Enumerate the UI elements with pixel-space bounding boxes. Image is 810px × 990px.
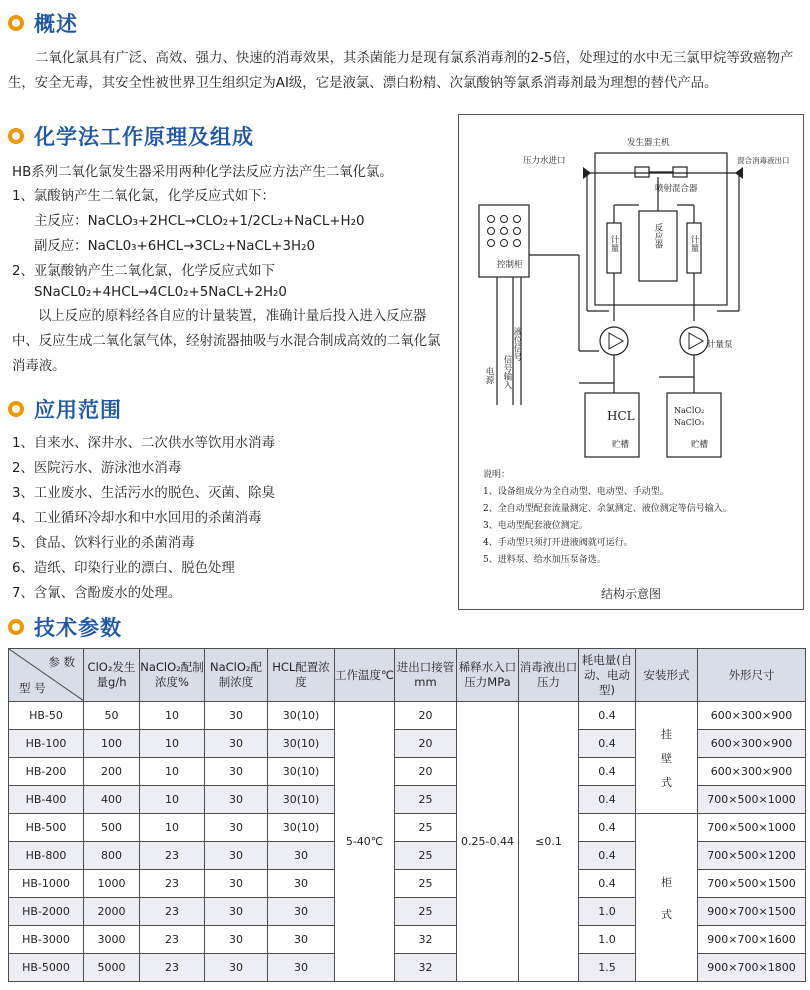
principle-heading	[8, 121, 254, 151]
application-item: 4、工业循环冷却水和中水回用的杀菌消毒	[12, 511, 262, 526]
header-cell: NaClO₂配制浓度%	[140, 649, 205, 702]
power-cell: 1.0	[579, 898, 636, 926]
naclo2-concentration-cell: 23	[140, 926, 205, 954]
output-cell: 50	[84, 702, 140, 730]
output-cell: 5000	[84, 954, 140, 982]
naclo2-concentration-cell: 23	[140, 898, 205, 926]
main-reaction-label: 主反应：	[34, 214, 88, 229]
mount-wall-cell	[636, 702, 698, 814]
dimensions-cell: 700×500×1200	[698, 842, 806, 870]
naclo2-concentration-cell: 10	[140, 786, 205, 814]
main-reaction-equation: NaCLO₃+2HCL→CLO₂+1/2CL₂+NaCL+H₂0	[87, 214, 365, 229]
output-cell: 1000	[84, 870, 140, 898]
side-reaction-equation: NaCL0₃+6HCL→3CL₂+NaCL+3H₂0	[87, 239, 315, 254]
note-item: 3、电动型配套液位测定。	[483, 521, 588, 531]
label-signal-input: 信号输入	[502, 355, 512, 389]
principle-title: 化学法工作原理及组成	[34, 125, 254, 149]
naclo2-prep-cell: 30	[205, 702, 268, 730]
output-cell: 800	[84, 842, 140, 870]
power-cell: 0.4	[579, 786, 636, 814]
inlet-pressure-cell: 0.25-0.44	[457, 702, 519, 982]
model-cell: HB-50	[9, 702, 84, 730]
naclo2-prep-cell: 30	[205, 758, 268, 786]
label-meter-left: 计量	[609, 235, 619, 252]
naclo2-prep-cell: 30	[205, 786, 268, 814]
hcl-concentration-cell: 30	[268, 870, 335, 898]
application-item: 6、造纸、印染行业的漂白、脱色处理	[12, 561, 235, 576]
output-cell: 400	[84, 786, 140, 814]
note-item: 4、手动型只须打开进液阀就可运行。	[483, 538, 633, 548]
power-cell: 1.5	[579, 954, 636, 982]
pipe-size-cell: 32	[395, 954, 457, 982]
note-item: 5、进料泵、给水加压泵备选。	[483, 555, 606, 565]
header-cell: 稀释水入口压力MPa	[457, 649, 519, 702]
hcl-concentration-cell: 30	[268, 842, 335, 870]
vertical-labels	[484, 222, 699, 389]
pipe-size-cell: 25	[395, 786, 457, 814]
outlet-pressure-cell: ≤0.1	[519, 702, 579, 982]
power-cell: 1.0	[579, 926, 636, 954]
naclo2-prep-cell: 30	[205, 898, 268, 926]
header-cell: NaClO₂配制浓度	[205, 649, 268, 702]
header-cell: 外形尺寸	[698, 649, 806, 702]
overview-title: 概述	[34, 12, 78, 36]
label-reactor: 反应器	[653, 223, 663, 249]
mount-cabinet-char: 柜	[661, 875, 672, 889]
power-cell: 0.4	[579, 730, 636, 758]
structure-diagram	[458, 114, 804, 610]
hcl-concentration-cell: 30(10)	[268, 730, 335, 758]
output-cell: 2000	[84, 898, 140, 926]
spec-table	[8, 648, 806, 982]
header-cell: 进出口接管mm	[395, 649, 457, 702]
label-hcl-tank: HCL	[607, 409, 635, 423]
bullet-ring-icon	[8, 401, 24, 417]
overview-heading	[8, 8, 78, 38]
pipe-size-cell: 32	[395, 926, 457, 954]
note-item: 1、设备组成分为全自动型、电动型、手动型。	[483, 487, 669, 497]
temperature-cell: 5-40℃	[335, 702, 395, 982]
naclo2-concentration-cell: 23	[140, 870, 205, 898]
specs-title: 技术参数	[34, 616, 122, 640]
label-naclo3: NaClO₃	[674, 418, 705, 427]
mount-wall-char: 壁	[661, 751, 672, 765]
naclo2-concentration-cell: 10	[140, 702, 205, 730]
hcl-concentration-cell: 30	[268, 954, 335, 982]
dimensions-cell: 900×700×1600	[698, 926, 806, 954]
mount-cabinet-text	[636, 866, 697, 930]
mount-wall-text	[636, 722, 697, 794]
label-naclo2: NaClO₂	[674, 406, 705, 415]
principle-item2: 2、亚氯酸钠产生二氧化氯，化学反应式如下	[12, 264, 275, 279]
overview-text: 二氧化氯具有广泛、高效、强力、快速的消毒效果，其杀菌能力是现有氯系消毒剂的2-5倍，处理过的水中无三氯甲烷等致癌物产生，安全无毒，其安全性被世界卫生组织定为AI级，它是液氯、漂白粉精、次氯酸钠等氯系消毒剂最为理想的替代产品。	[8, 51, 794, 91]
application-item: 2、医院污水、游泳池水消毒	[12, 461, 182, 476]
main-reaction	[34, 210, 364, 229]
naclo2-prep-cell: 30	[205, 730, 268, 758]
header-cell: 安装形式	[636, 649, 698, 702]
side-reaction-label: 副反应：	[34, 239, 88, 254]
corner-param: 参 数	[48, 655, 75, 669]
power-cell: 0.4	[579, 702, 636, 730]
corner-model: 型 号	[19, 681, 46, 695]
label-power: 电源	[484, 367, 494, 384]
power-cell: 0.4	[579, 758, 636, 786]
label-naclo-tank-sub: 贮槽	[691, 440, 709, 450]
header-cell: 工作温度℃	[335, 649, 395, 702]
hcl-concentration-cell: 30	[268, 926, 335, 954]
principle-description: 以上反应的原料经各自应的计量装置，准确计量后投入进入反应器中、反应生成二氧化氯气体，经射流器抽吸与水混合制成高效的二氧化氯消毒液。	[12, 309, 441, 374]
model-cell: HB-500	[9, 814, 84, 842]
mount-cabinet-cell	[636, 814, 698, 982]
hcl-concentration-cell: 30(10)	[268, 758, 335, 786]
pipe-size-cell: 25	[395, 842, 457, 870]
principle-intro: HB系列二氧化氯发生器采用两种化学法反应方法产生二氧化氯。	[12, 165, 393, 180]
model-cell: HB-800	[9, 842, 84, 870]
diagram-caption: 结构示意图	[600, 587, 661, 601]
power-cell: 0.4	[579, 842, 636, 870]
naclo2-concentration-cell: 23	[140, 842, 205, 870]
application-item: 1、自来水、深井水、二次供水等饮用水消毒	[12, 436, 275, 451]
dimensions-cell: 600×300×900	[698, 702, 806, 730]
dimensions-cell: 600×300×900	[698, 730, 806, 758]
naclo2-prep-cell: 30	[205, 926, 268, 954]
spec-table-body	[9, 702, 806, 982]
bullet-ring-icon	[8, 15, 24, 31]
pipe-size-cell: 20	[395, 758, 457, 786]
model-cell: HB-5000	[9, 954, 84, 982]
diagram-notes	[483, 467, 732, 569]
dimensions-cell: 900×700×1500	[698, 898, 806, 926]
hcl-concentration-cell: 30(10)	[268, 786, 335, 814]
notes-title: 说明：	[483, 470, 511, 480]
mount-wall-char: 式	[661, 775, 672, 789]
naclo2-prep-cell: 30	[205, 870, 268, 898]
note-item: 2、全自动型配套流量测定、余氯测定、液位测定等信号输入。	[483, 504, 732, 514]
label-level-signal: 液位信号	[512, 327, 522, 361]
label-outlet: 混合消毒液出口	[737, 156, 790, 165]
header-cell: 消毒液出口压力	[519, 649, 579, 702]
dimensions-cell: 600×300×900	[698, 758, 806, 786]
output-cell: 3000	[84, 926, 140, 954]
bullet-ring-icon	[8, 619, 24, 635]
mount-cabinet-char: 式	[661, 907, 672, 921]
pipe-size-cell: 25	[395, 870, 457, 898]
label-pump: 计量泵	[707, 340, 733, 350]
header-cell: ClO₂发生量g/h	[84, 649, 140, 702]
naclo2-prep-cell: 30	[205, 954, 268, 982]
dimensions-cell: 700×500×1500	[698, 870, 806, 898]
model-cell: HB-400	[9, 786, 84, 814]
applications-heading	[8, 394, 122, 424]
pipe-size-cell: 20	[395, 730, 457, 758]
naclo2-concentration-cell: 10	[140, 758, 205, 786]
application-item: 7、含氰、含酚废水的处理。	[12, 586, 182, 601]
mount-wall-char: 挂	[661, 727, 672, 741]
application-item: 5、食品、饮料行业的杀菌消毒	[12, 536, 195, 551]
output-cell: 100	[84, 730, 140, 758]
header-cell: 耗电量(自动、电动型)	[579, 649, 636, 702]
table-row	[9, 814, 806, 842]
naclo2-concentration-cell: 10	[140, 814, 205, 842]
output-cell: 500	[84, 814, 140, 842]
naclo2-prep-cell: 30	[205, 842, 268, 870]
dimensions-cell: 700×500×1000	[698, 814, 806, 842]
header-corner	[9, 649, 84, 702]
table-row	[9, 702, 806, 730]
label-meter-right: 计量	[689, 235, 699, 252]
naclo2-concentration-cell: 23	[140, 954, 205, 982]
bullet-ring-icon	[8, 128, 24, 144]
specs-heading	[8, 612, 122, 642]
naclo2-prep-cell: 30	[205, 814, 268, 842]
label-cabinet: 控制柜	[497, 260, 523, 270]
hcl-concentration-cell: 30(10)	[268, 814, 335, 842]
chlorite-equation: SNaCL0₂+4HCL→4CL0₂+5NaCL+2H₂0	[34, 285, 287, 300]
hcl-concentration-cell: 30	[268, 898, 335, 926]
applications-title: 应用范围	[34, 398, 122, 422]
label-inlet: 压力水进口	[523, 156, 566, 166]
model-cell: HB-3000	[9, 926, 84, 954]
side-reaction	[34, 235, 315, 254]
hcl-concentration-cell: 30(10)	[268, 702, 335, 730]
naclo2-concentration-cell: 10	[140, 730, 205, 758]
model-cell: HB-2000	[9, 898, 84, 926]
pipe-size-cell: 25	[395, 898, 457, 926]
table-header-row	[9, 649, 806, 702]
model-cell: HB-200	[9, 758, 84, 786]
principle-item1: 1、氯酸钠产生二氧化氯，化学反应式如下：	[12, 189, 275, 204]
dimensions-cell: 700×500×1000	[698, 786, 806, 814]
header-cell: HCL配置浓度	[268, 649, 335, 702]
power-cell: 0.4	[579, 814, 636, 842]
pipe-size-cell: 20	[395, 702, 457, 730]
dimensions-cell: 900×700×1800	[698, 954, 806, 982]
output-cell: 200	[84, 758, 140, 786]
label-generator: 发生器主机	[627, 138, 670, 148]
power-cell: 0.4	[579, 870, 636, 898]
model-cell: HB-100	[9, 730, 84, 758]
pipe-size-cell: 25	[395, 814, 457, 842]
application-item: 3、工业废水、生活污水的脱色、灭菌、除臭	[12, 486, 275, 501]
model-cell: HB-1000	[9, 870, 84, 898]
label-ejector: 喷射混合器	[655, 184, 698, 194]
label-hcl-tank-sub: 贮槽	[612, 440, 630, 450]
